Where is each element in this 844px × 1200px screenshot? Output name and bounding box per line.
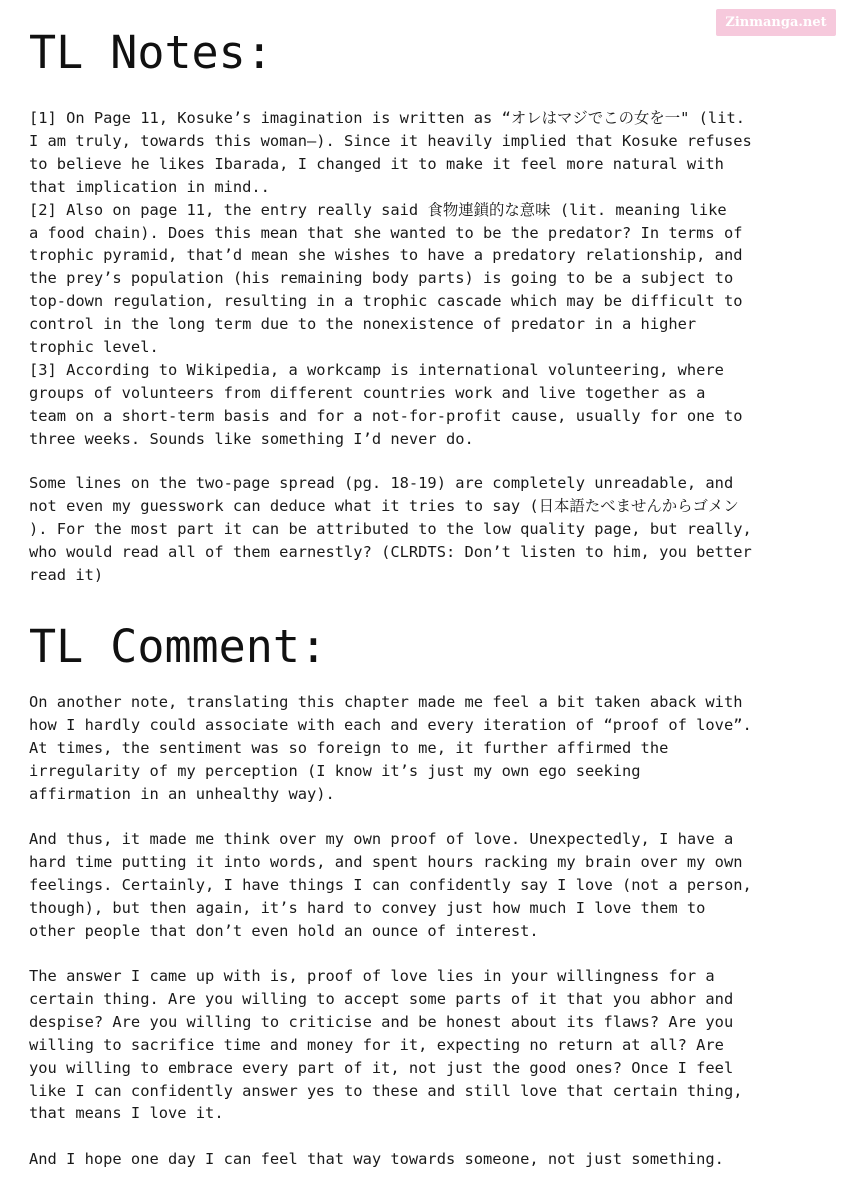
tl-notes-heading: TL Notes: [29,26,273,79]
tl-comment-paragraph: And thus, it made me think over my own proof of love. Unexpectedly, I have a hard time putting it into words, and spent hours racking my brain over my own feelings. Certainly, I have things I can confidently say I love (not a person, though), but then again, it’s hard to convey just how much I love them to other people that don’t even hold an ounce of interest. [29,830,752,940]
tl-notes-extra: Some lines on the two-page spread (pg. 18-19) are completely unreadable, and not even my guesswork can deduce what it tries to say (日本語たべませんからゴメン ). For the most part it can be attributed to the low quality page, but really, who would read all of them earnestly? (CLRDTS: Don’t listen to him, you better read it) [29,474,752,584]
tl-comment-paragraph: The answer I came up with is, proof of love lies in your willingness for a certain thing. Are you willing to accept some parts of it that you abhor and despise? Are you willing to criticise and be honest about its flaws? Are you willing to sacrifice time and money for it, expecting no return at all? Are you willing to embrace every part of it, not just the good ones? Once I feel like I can confidently answer yes to these and still love that certain thing, that means I love it. [29,967,743,1123]
tl-notes-body: [1] On Page 11, Kosuke’s imagination is written as “オレはマジでこの女を一" (lit. I am truly, towards this woman—). Since it heavily implied that Kosuke refuses to believe he likes Ibarada, I changed it to make it feel more natural with that implication in mind.. [2] Also on page 11, the entry really said 食物連鎖的な意味 (lit. meaning like a food chain). Does this mean that she wanted to be the predator? In terms of trophic pyramid, that’d mean she wishes to have a predatory relationship, and the prey’s population (his remaining body parts) is going to be a subject to top-down regulation, resulting in a trophic cascade which may be difficult to control in the long term due to the nonexistence of predator in a higher trophic level. [3] According to Wikipedia, a workcamp is international volunteering, where groups of volunteers from different countries work and live together as a team on a short-term basis and for a not-for-profit cause, usually for one to three weeks. Sounds like something I’d never do. [29,109,752,448]
tl-comment-paragraph: On another note, translating this chapter made me feel a bit taken aback with how I hardly could associate with each and every iteration of “proof of love”. At times, the sentiment was so foreign to me, it further affirmed the irregularity of my perception (I know it’s just my own ego seeking affirmation in an unhealthy way). [29,693,752,803]
tl-comment-heading: TL Comment: [29,620,328,673]
tl-comment-paragraph: And I hope one day I can feel that way towards someone, not just something. [29,1150,724,1168]
site-watermark: Zinmanga.net [716,9,836,36]
